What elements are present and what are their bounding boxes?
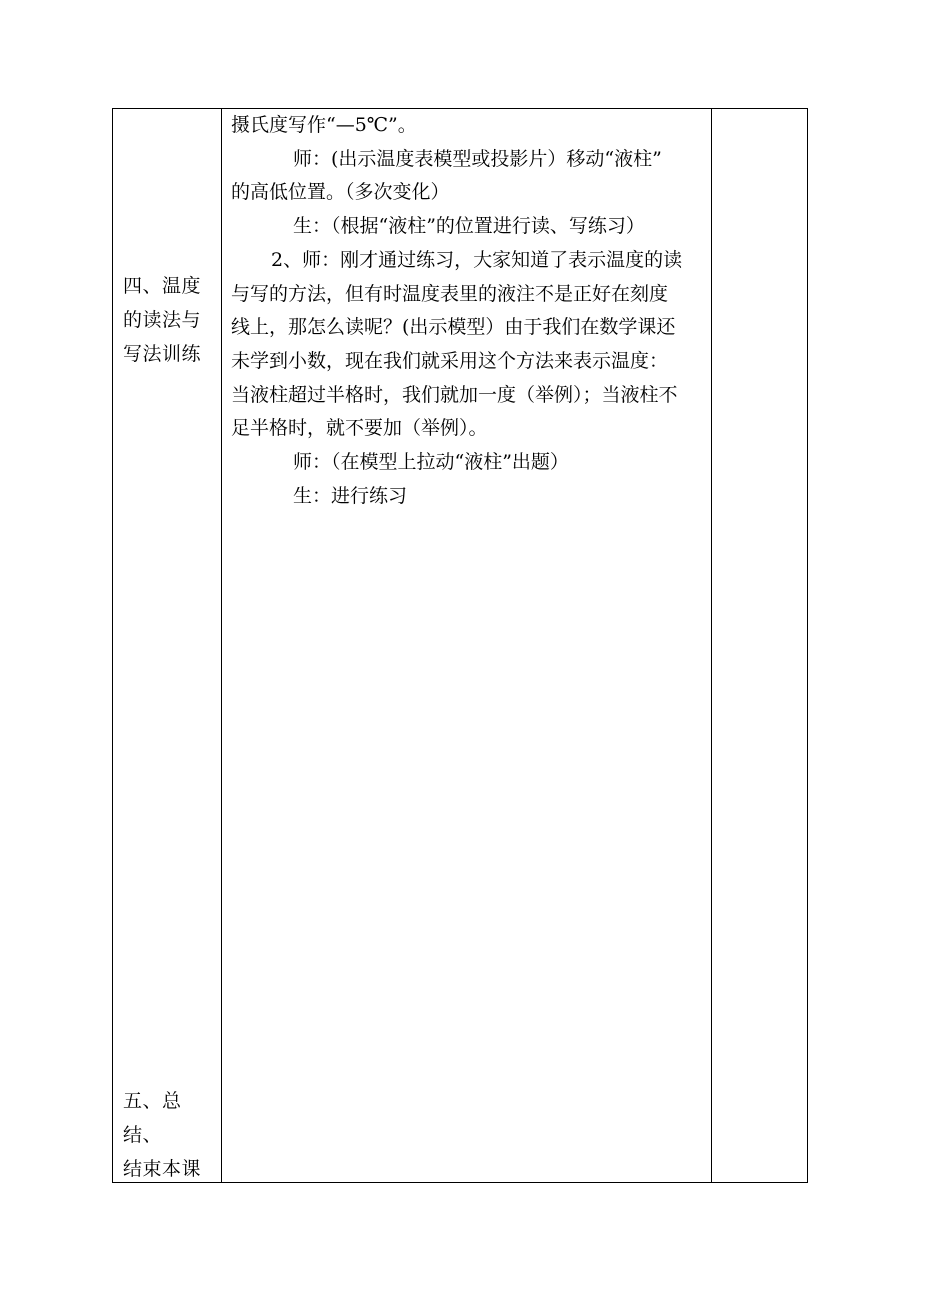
column-divider-right [711, 109, 712, 1182]
content-line: 师：(出示温度表模型或投影片）移动“液柱” [293, 147, 662, 170]
content-line: 足半格时，就不要加（举例）。 [231, 417, 488, 440]
column-divider-left [221, 109, 222, 1182]
content-line: 未学到小数，现在我们就采用这个方法来表示温度： [231, 349, 669, 372]
content-line: 生：进行练习 [293, 484, 408, 507]
section-five-label [123, 1084, 215, 1186]
section-label-line: 五、总结、 [123, 1090, 182, 1146]
content-line: 与写的方法，但有时温度表里的液注不是正好在刻度 [231, 282, 669, 305]
section-label-line: 写法训练 [123, 343, 202, 365]
content-line: 摄氏度写作“—5℃”。 [231, 114, 417, 136]
section-label-line: 四、温度 [123, 275, 202, 297]
content-line: 线上，那怎么读呢？(出示模型）由于我们在数学课还 [231, 316, 676, 339]
content-line: 2、师：刚才通过练习，大家知道了表示温度的读 [271, 248, 683, 271]
content-line: 师：（在模型上拉动“液柱”出题） [293, 451, 569, 474]
content-line: 生：（根据“液柱”的位置进行读、写练习） [293, 215, 645, 238]
lesson-content [231, 109, 707, 513]
section-four-label [123, 269, 215, 371]
content-line: 当液柱超过半格时，我们就加一度（举例）；当液柱不 [231, 383, 678, 406]
section-label-line: 的读法与 [123, 309, 202, 331]
section-label-line: 结束本课 [123, 1158, 202, 1180]
content-line: 的高低位置。（多次变化） [231, 181, 450, 204]
lesson-plan-table [112, 108, 808, 1183]
